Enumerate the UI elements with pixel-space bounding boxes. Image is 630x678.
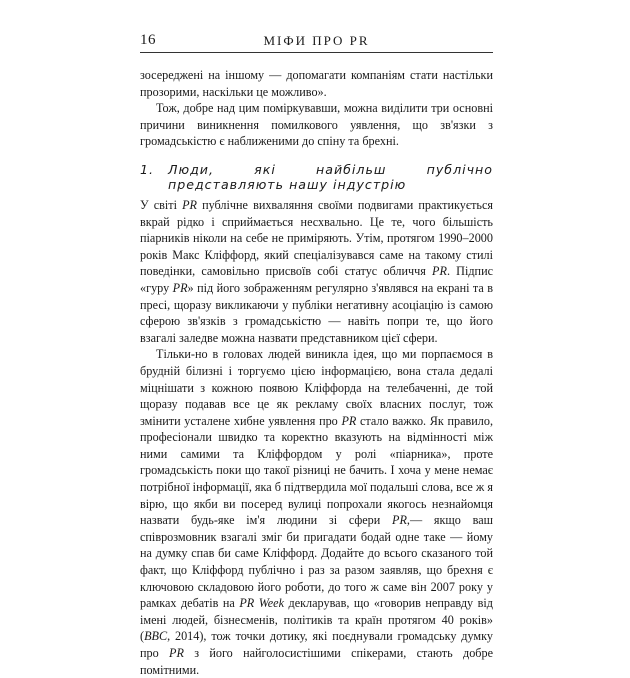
paragraph-clifford: Тільки-но в головах людей виникла ідея, що ми порпаємося в брудній білизні і торгуємо цією інформацією, вона стала дедалі міцнішати з кожною появою Кліффорда на телебаченні, де той щоразу подавав все це як рекламу своїх власних послуг, тож змінити усталене хибне уявлення про PR стало важко. Як правило, професіонали швидко та коректно вказують на відмінності між ними самими та Кліффордом у ролі «піарника», проте громадськість поки що такої різниці не бачить. І хоча у мене немає потрібної інформації, яка б підтвердила мої подальші слова, все ж я вірю, що якби ви посеред вулиці попрохали якогось незнайомця назвати будь-яке ім'я людини зі сфери PR,— якщо ваш співрозмовник взагалі зміг би пригадати бодай одне таке — йому на думку спав би саме Кліффорд. Додайте до всього сказаного той факт, що Кліффорд публічно і раз за разом заявляв, що брехня є ключовою складовою його роботи, до того ж саме він 2007 року у рамках дебатів на PR Week декларував, що «говорив неправду від імені людей, бізнесменів, політиків та країн протягом 40 років» (BBC, 2014), тож точки дотику, які поєднували громадську думку про PR з його найголосистішими спікерами, стають добре помітними. <box>140 347 493 677</box>
page-body <box>140 67 493 678</box>
running-header <box>140 30 493 53</box>
paragraph-world-of-pr: У світі PR публічне вихваляння своїми подвигами практикується вкрай рідко і сприймається несхвально. Це те, чого більшість піарників ніколи на себе не приміряють. Утім, протягом 1990–2000 років Макс Кліффорд, який спеціалізувався саме на такому стилі поведінки, самовільно присвоїв собі статус обличчя PR. Підпис «гуру PR» під його зображенням регулярно з'являвся на екрані та в пресі, щоразу викликаючи у публіки негативну асоціацію із самою сферою зв'язків з громадськістю — навіть попри те, що його взагалі залeдве можна назвати представником цієї сфери. <box>140 197 494 345</box>
paragraph-continued: зосереджені на іншому — допомагати компаніям стати настільки прозорими, наскільки це можливо». <box>140 68 493 99</box>
running-title: МІФИ ПРО PR <box>263 33 370 48</box>
page-number: 16 <box>140 32 156 48</box>
section-heading <box>140 162 493 193</box>
book-page <box>140 30 493 678</box>
section-title: Люди, які найбільш публічно представляють нашу індустрію <box>168 161 493 193</box>
section-number: 1. <box>140 161 155 177</box>
paragraph-intro: Тож, добре над цим поміркувавши, можна виділити три основні причини виникнення помилкового уявлення, що зв'язки з громадськістю є наближеними до спіну та брехні. <box>140 101 493 149</box>
